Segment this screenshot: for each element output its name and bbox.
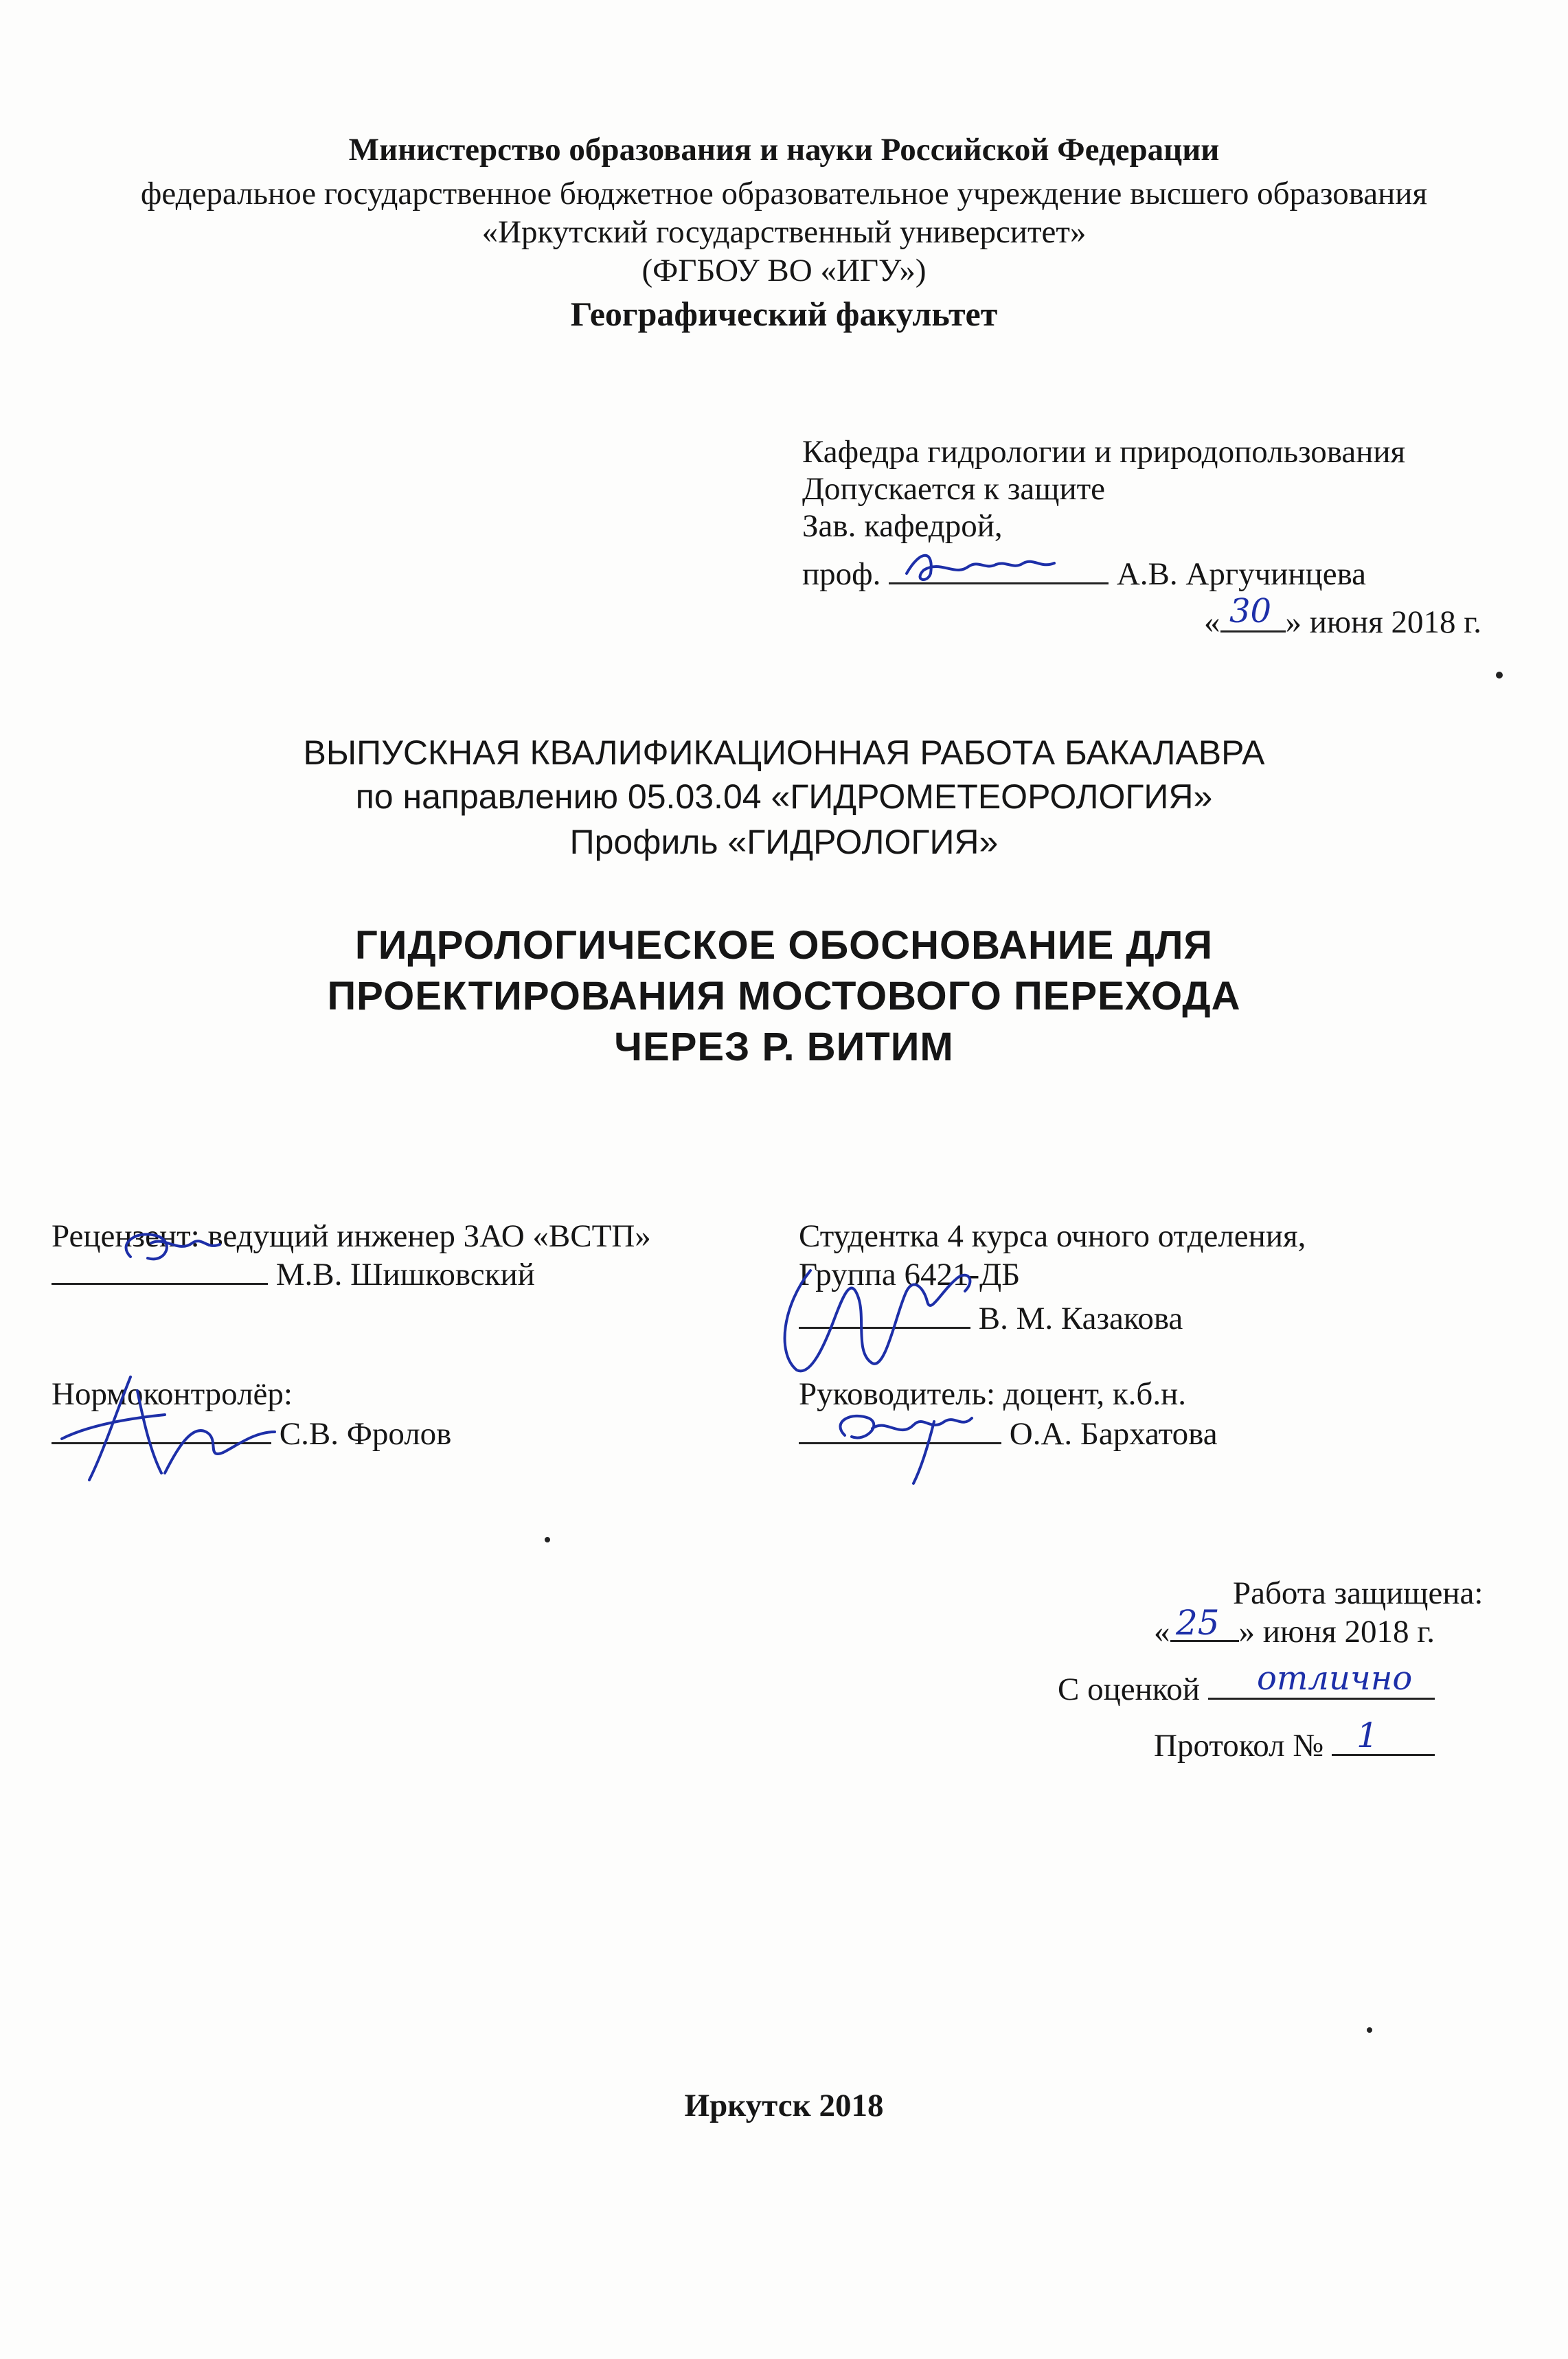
- normcontrol-signature-line: [52, 1413, 451, 1455]
- protocol-blank: [1332, 1726, 1435, 1756]
- reviewer-signature-line: [52, 1254, 535, 1295]
- thesis-title-line-3: ЧЕРЕЗ Р. ВИТИМ: [614, 1025, 954, 1069]
- admitted-to-defense: Допускается к защите: [802, 471, 1106, 507]
- university-abbreviation: (ФГБОУ ВО «ИГУ»): [641, 253, 927, 288]
- ink-dot: [1496, 672, 1503, 679]
- thesis-title-line-1: ГИДРОЛОГИЧЕСКОЕ ОБОСНОВАНИЕ ДЛЯ: [354, 923, 1214, 968]
- normcontrol-signature-blank: [52, 1415, 271, 1444]
- city-year: Иркутск 2018: [684, 2088, 884, 2123]
- reviewer-label: Рецензент: ведущий инженер ЗАО «ВСТП»: [52, 1218, 651, 1254]
- institution-line: федеральное государственное бюджетное образовательное учреждение высшего образования: [140, 176, 1428, 212]
- university-name: «Иркутский государственный университет»: [481, 214, 1087, 250]
- defense-label: Работа защищена:: [1233, 1575, 1484, 1611]
- student-name: В. М. Казакова: [978, 1301, 1183, 1336]
- ink-dot: [1367, 2027, 1372, 2033]
- work-type: ВЫПУСКНАЯ КВАЛИФИКАЦИОННАЯ РАБОТА БАКАЛАВРА: [303, 733, 1265, 772]
- supervisor-name: О.А. Бархатова: [1009, 1416, 1218, 1452]
- department-name: Кафедра гидрологии и природопользования: [802, 434, 1406, 470]
- protocol-number: 1: [1356, 1716, 1378, 1755]
- faculty-name: Географический факультет: [570, 295, 998, 333]
- student-signature-line: [799, 1298, 1183, 1339]
- defense-date-rest: » июня 2018 г.: [1238, 1614, 1435, 1650]
- supervisor-signature-line: [799, 1413, 1218, 1455]
- ministry-heading: Министерство образования и науки Российской Федерации: [348, 132, 1220, 168]
- thesis-title-line-2: ПРОЕКТИРОВАНИЯ МОСТОВОГО ПЕРЕХОДА: [327, 974, 1241, 1018]
- supervisor-label: Руководитель: доцент, к.б.н.: [799, 1376, 1186, 1412]
- reviewer-signature-blank: [52, 1255, 268, 1285]
- student-signature-blank: [799, 1299, 970, 1329]
- work-profile: Профиль «ГИДРОЛОГИЯ»: [569, 823, 999, 861]
- defense-date-day: 25: [1176, 1603, 1220, 1643]
- approval-date-quote: «: [1204, 604, 1220, 640]
- student-group: Группа 6421-ДБ: [799, 1257, 1021, 1292]
- protocol-label: Протокол №: [1154, 1728, 1324, 1764]
- reviewer-name: М.В. Шишковский: [275, 1257, 535, 1292]
- supervisor-signature-blank: [799, 1415, 1001, 1444]
- approval-date-day: 30: [1229, 592, 1272, 630]
- ink-dot: [545, 1537, 550, 1542]
- student-label: Студентка 4 курса очного отделения,: [799, 1218, 1306, 1254]
- head-name: А.В. Аргучинцева: [1116, 556, 1367, 592]
- protocol-line: [1154, 1725, 1435, 1766]
- head-signature-line: [802, 554, 1366, 595]
- head-signature-blank: [889, 555, 1109, 584]
- normcontrol-name: С.В. Фролов: [279, 1416, 452, 1452]
- grade-label: С оценкой: [1058, 1672, 1200, 1707]
- approval-date-rest: » июня 2018 г.: [1285, 604, 1482, 640]
- normcontrol-label: Нормоконтролёр:: [52, 1376, 293, 1412]
- grade-value: отлично: [1257, 1659, 1413, 1698]
- prof-prefix: проф.: [802, 556, 881, 592]
- defense-date-quote: «: [1154, 1614, 1170, 1650]
- work-direction: по направлению 05.03.04 «ГИДРОМЕТЕОРОЛОГИЯ»: [355, 777, 1213, 816]
- head-title: Зав. кафедрой,: [802, 508, 1003, 544]
